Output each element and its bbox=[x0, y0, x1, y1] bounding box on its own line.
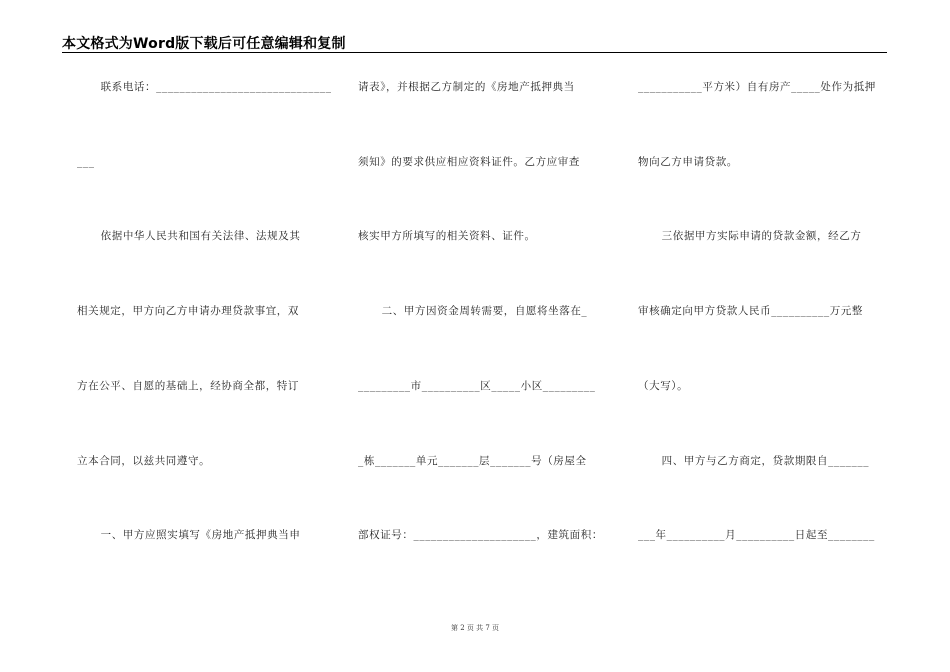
text-line: ___ bbox=[77, 156, 95, 168]
text-line: 三依据甲方实际申请的贷款金额，经乙方 bbox=[638, 230, 862, 242]
document-header-title: 本文格式为Word版下载后可任意编辑和复制 bbox=[62, 36, 346, 52]
text-line: 相关规定，甲方向乙方申请办理贷款事宜，双 bbox=[77, 305, 299, 317]
text-line: 立本合同，以兹共同遵守。 bbox=[77, 455, 211, 467]
text-line: 联系电话：______________________________ bbox=[77, 81, 332, 93]
text-line: _栋_______单元_______层_______号（房屋全 bbox=[358, 455, 587, 467]
text-line: 依据中华人民共和国有关法律、法规及其 bbox=[77, 230, 301, 242]
text-line: 一、甲方应照实填写《房地产抵押典当申 bbox=[77, 529, 301, 541]
text-line: 审核确定向甲方贷款人民币__________万元整 bbox=[638, 305, 863, 317]
text-line: 方在公平、自愿的基础上，经协商全都，特订 bbox=[77, 380, 299, 392]
page-number: 第 2 页 共 7 页 bbox=[450, 624, 500, 632]
text-line: 请表》，并根据乙方制定的《房地产抵押典当 bbox=[358, 81, 575, 93]
text-line: 二、甲方因资金周转需要，自愿将坐落在_ bbox=[358, 305, 588, 317]
text-line: ___________平方米）自有房产_____处作为抵押 bbox=[638, 81, 876, 93]
text-line: 四、甲方与乙方商定，贷款期限自_______ bbox=[638, 455, 870, 467]
text-line: 部权证号：_____________________，建筑面积： bbox=[358, 529, 603, 541]
header-divider bbox=[62, 52, 887, 53]
text-line: _________市__________区_____小区_________ bbox=[358, 380, 596, 392]
text-line: （大写）。 bbox=[638, 380, 689, 392]
text-line: ___年__________月__________日起至________ bbox=[638, 529, 875, 541]
text-line: 核实甲方所填写的相关资料、证件。 bbox=[358, 230, 536, 242]
text-line: 物向乙方申请贷款。 bbox=[638, 156, 738, 168]
text-line: 须知》的要求供应相应资料证件。乙方应审查 bbox=[358, 156, 580, 168]
